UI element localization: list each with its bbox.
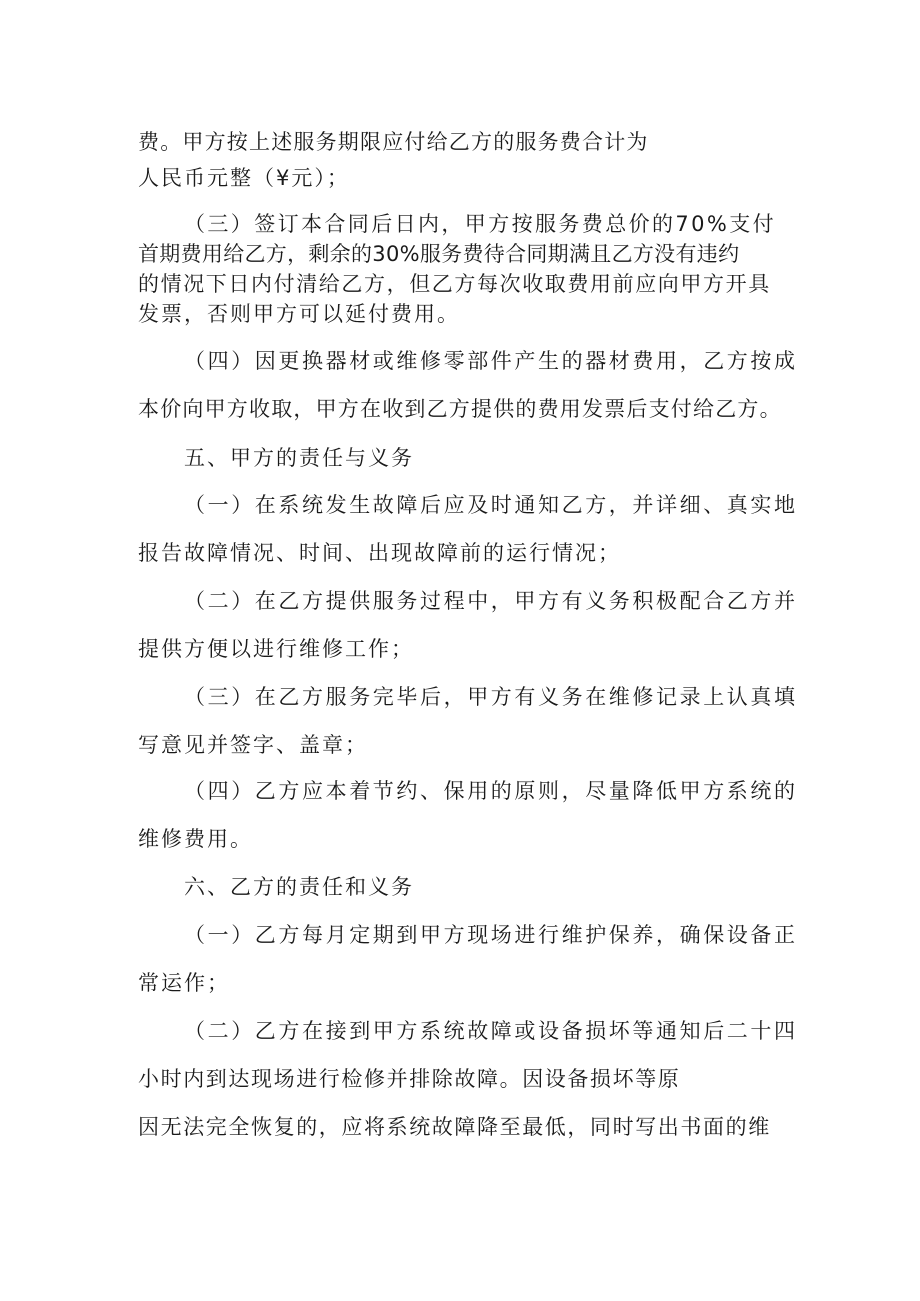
text-line: 写意见并签字、盖章； [138, 733, 368, 757]
paragraph-first-line: （三）在乙方服务完毕后，甲方有义务在维修记录上认真填 [184, 685, 798, 709]
text-line: 发票，否则甲方可以延付费用。 [138, 302, 460, 326]
section-heading: 六、乙方的责任和义务 [184, 875, 414, 899]
text-line: 常运作； [138, 971, 230, 995]
text-line: 因无法完全恢复的，应将系统故障降至最低，同时写出书面的维 [138, 1115, 771, 1139]
paragraph-first-line: （二）在乙方提供服务过程中，甲方有义务积极配合乙方并 [184, 589, 798, 613]
section-heading: 五、甲方的责任与义务 [184, 446, 414, 470]
paragraph-first-line: （一）在系统发生故障后应及时通知乙方，并详细、真实地 [184, 493, 798, 517]
text-line: 人民币元整（¥元）； [138, 166, 350, 190]
text-line: 小时内到达现场进行检修并排除故障。因设备损坏等原 [138, 1067, 681, 1091]
paragraph-first-line: （四）乙方应本着节约、保用的原则，尽量降低甲方系统的 [184, 779, 798, 803]
paragraph-first-line: （三）签订本合同后日内，甲方按服务费总价的70%支付 [184, 212, 777, 236]
paragraph-first-line: （一）乙方每月定期到甲方现场进行维护保养，确保设备正 [184, 923, 798, 947]
text-line: 提供方便以进行维修工作； [138, 637, 414, 661]
text-line: 报告故障情况、时间、出现故障前的运行情况； [138, 541, 621, 565]
paragraph-first-line: （四）因更换器材或维修零部件产生的器材费用，乙方按成 [184, 349, 798, 373]
text-line: 费。甲方按上述服务期限应付给乙方的服务费合计为 [138, 130, 649, 154]
text-line: 首期费用给乙方，剩余的30%服务费待合同期满且乙方没有违约 [138, 242, 740, 266]
text-line: 本价向甲方收取，甲方在收到乙方提供的费用发票后支付给乙方。 [138, 397, 782, 421]
paragraph-first-line: （二）乙方在接到甲方系统故障或设备损坏等通知后二十四 [184, 1019, 798, 1043]
text-line: 的情况下日内付清给乙方，但乙方每次收取费用前应向甲方开具 [138, 272, 771, 296]
text-line: 维修费用。 [138, 827, 253, 851]
